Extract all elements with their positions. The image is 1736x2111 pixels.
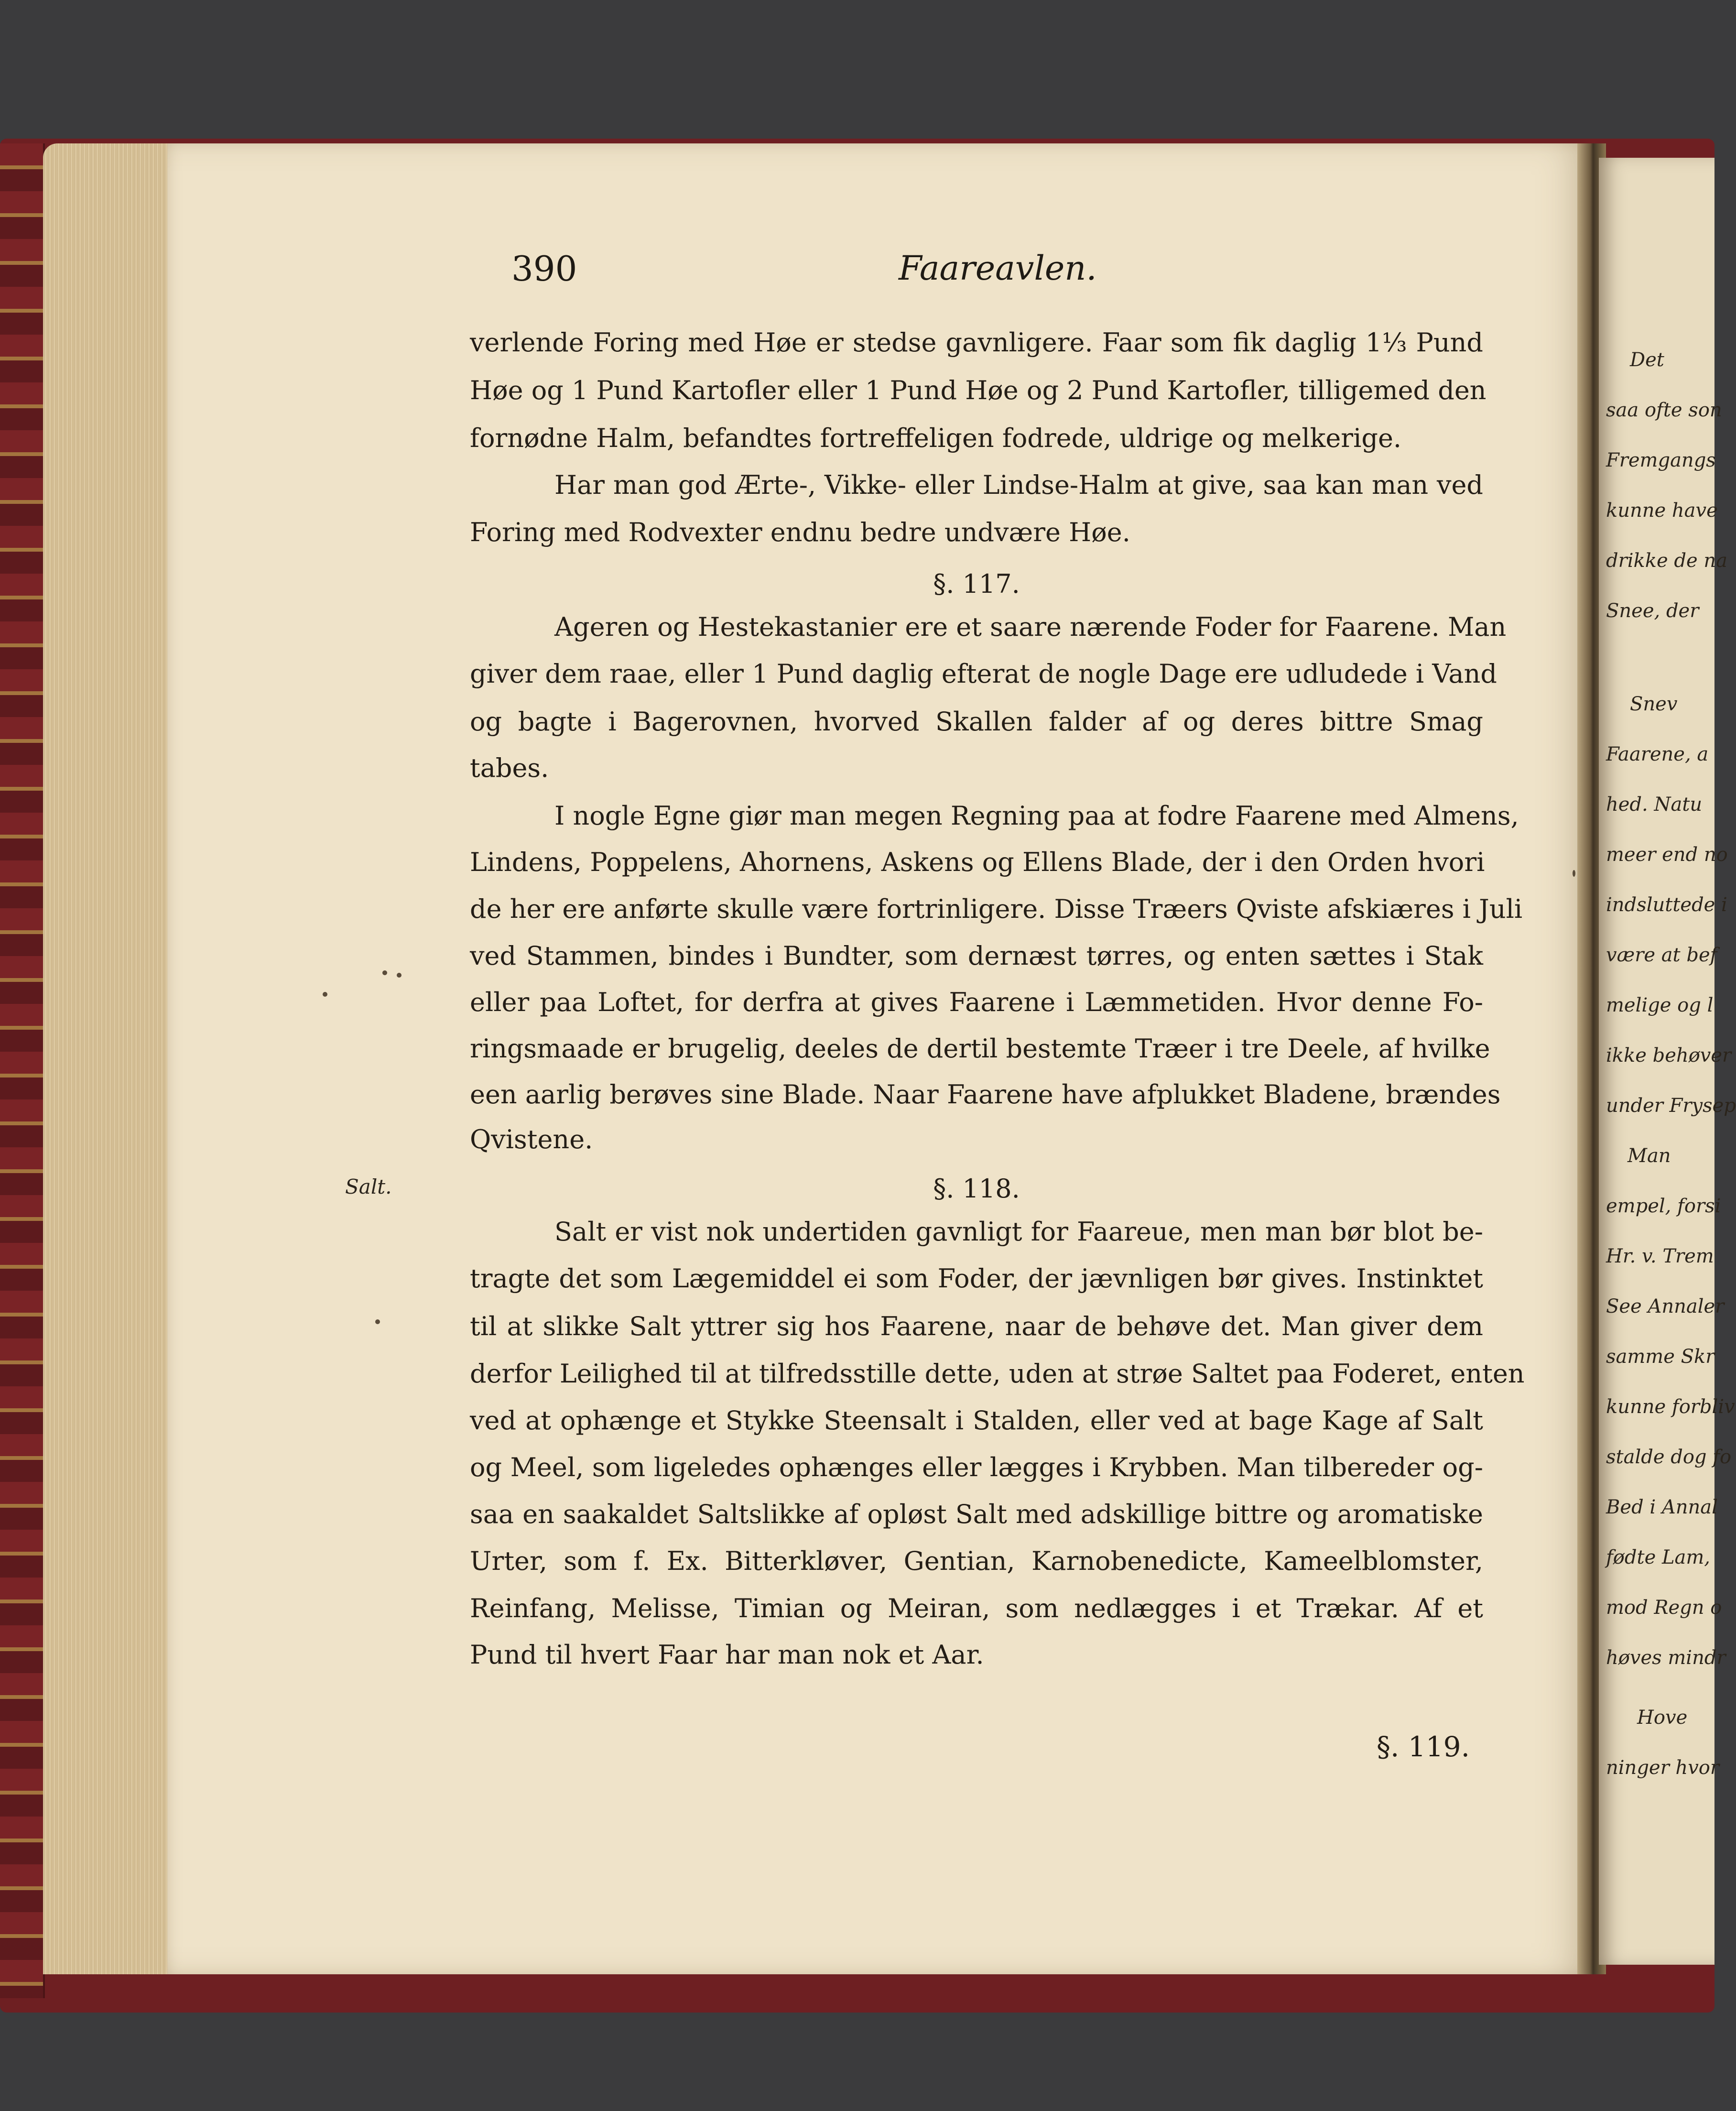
facing-line: høves mindr <box>1606 1647 1726 1669</box>
text-line: Qvistene. <box>470 1124 593 1154</box>
text-line: Reinfang, Melisse, Timian og Meiran, som nedlægges i et Trækar. Af et <box>470 1593 1483 1623</box>
facing-line: hed. Natu <box>1606 794 1703 816</box>
facing-line: under Frysep <box>1606 1095 1736 1117</box>
right-page-fragment <box>1599 158 1736 1965</box>
facing-line: Snee, der <box>1606 600 1699 622</box>
paper-speck <box>375 1319 380 1324</box>
text-line: ringsmaade er brugelig, deeles de dertil bestemte Træer i tre Deele, af hvilke <box>470 1034 1490 1064</box>
facing-line: Fremgangs <box>1606 449 1716 471</box>
text-line: og Meel, som ligeledes ophænges eller lægges i Krybben. Man tilbereder og- <box>470 1452 1483 1482</box>
text-line: Ageren og Hestekastanier ere et saare nærende Foder for Faarene. Man <box>554 612 1507 642</box>
cover-decorative-edge <box>0 143 45 1998</box>
paper-speck <box>397 973 401 978</box>
facing-line: saa ofte son <box>1606 399 1722 421</box>
text-line: Høe og 1 Pund Kartofler eller 1 Pund Høe og 2 Pund Kartofler, tilligemed den <box>470 375 1486 405</box>
paper-speck <box>1573 870 1575 877</box>
facing-line: Snev <box>1630 693 1678 715</box>
facing-line: Det <box>1630 349 1664 371</box>
section-heading-118: §. 118. <box>933 1174 1020 1204</box>
facing-line: meer end no <box>1606 844 1728 866</box>
text-line: verlende Foring med Høe er stedse gavnligere. Faar som fik daglig 1⅓ Pund <box>470 327 1483 358</box>
text-line: og bagte i Bagerovnen, hvorved Skallen falder af og deres bittre Smag <box>470 707 1483 737</box>
text-line: ved at ophænge et Stykke Steensalt i Stalden, eller ved at bage Kage af Salt <box>470 1405 1483 1436</box>
facing-line: ikke behøver <box>1606 1045 1732 1066</box>
text-line: Foring med Rodvexter endnu bedre undvære Høe. <box>470 517 1130 547</box>
text-line: Pund til hvert Faar har man nok et Aar. <box>470 1640 984 1670</box>
facing-line: See Annaler <box>1606 1295 1725 1317</box>
facing-line: empel, forsi <box>1606 1195 1721 1217</box>
text-line: Har man god Ærte-, Vikke- eller Lindse-Halm at give, saa kan man ved <box>554 470 1483 500</box>
text-line: een aarlig berøves sine Blade. Naar Faarene have afplukket Bladene, brændes <box>470 1079 1501 1110</box>
paper-speck <box>323 992 327 997</box>
text-line: giver dem raae, eller 1 Pund daglig efterat de nogle Dage ere udludede i Vand <box>470 659 1497 689</box>
facing-line: Hove <box>1637 1707 1688 1729</box>
text-line: Salt er vist nok undertiden gavnligt for Faareue, men man bør blot be- <box>554 1217 1483 1247</box>
facing-line: ninger hvor <box>1606 1757 1719 1779</box>
facing-line: Faarene, a <box>1606 743 1709 765</box>
text-line: saa en saakaldet Saltslikke af opløst Salt med adskillige bittre og aromatiske <box>470 1499 1483 1529</box>
text-line: tragte det som Lægemiddel ei som Foder, der jævnligen bør gives. Instinktet <box>470 1263 1483 1294</box>
section-heading-117: §. 117. <box>933 569 1020 599</box>
facing-line: samme Skr <box>1606 1346 1715 1368</box>
facing-line: være at bef <box>1606 944 1717 966</box>
text-line: eller paa Loftet, for derfra at gives Faarene i Læmmetiden. Hvor denne Fo- <box>470 987 1483 1017</box>
facing-line: indsluttede i <box>1606 894 1727 916</box>
facing-line: stalde dog fo <box>1606 1446 1732 1468</box>
page-number: 390 <box>511 249 577 289</box>
text-line: til at slikke Salt yttrer sig hos Faarene, naar de behøve det. Man giver dem <box>470 1311 1483 1341</box>
facing-line: fødte Lam, <box>1606 1546 1711 1568</box>
page-block-edges <box>43 143 167 1974</box>
text-line: fornødne Halm, befandtes fortreffeligen fodrede, uldrige og melkerige. <box>470 423 1402 453</box>
paper-speck <box>382 970 387 975</box>
running-title: Faareavlen. <box>899 249 1097 288</box>
facing-line: mod Regn o <box>1606 1597 1722 1619</box>
text-line: derfor Leilighed til at tilfredsstille dette, uden at strøe Saltet paa Foderet, enten <box>470 1359 1525 1389</box>
catchword: §. 119. <box>1377 1730 1470 1763</box>
facing-line: drikke de na <box>1606 550 1727 572</box>
facing-line: melige og l <box>1606 994 1714 1016</box>
text-line: tabes. <box>470 753 549 783</box>
text-line: Lindens, Poppelens, Ahornens, Askens og Ellens Blade, der i den Orden hvori <box>470 847 1485 877</box>
text-line: de her ere anførte skulle være fortrinligere. Disse Træers Qviste afskiæres i Juli <box>470 894 1523 924</box>
facing-line: Bed i Annal <box>1606 1496 1718 1518</box>
facing-line: kunne forbliv <box>1606 1396 1735 1418</box>
facing-line: Hr. v. Trem <box>1606 1245 1714 1267</box>
text-line: I nogle Egne giør man megen Regning paa at fodre Faarene med Almens, <box>554 801 1519 831</box>
text-line: Urter, som f. Ex. Bitterkløver, Gentian, Karnobenedicte, Kameelblomster, <box>470 1546 1483 1576</box>
facing-line: Man <box>1628 1145 1671 1167</box>
text-line: ved Stammen, bindes i Bundter, som dernæst tørres, og enten sættes i Stak <box>470 941 1483 971</box>
facing-line: kunne have <box>1606 500 1718 522</box>
margin-note: Salt. <box>345 1175 392 1198</box>
